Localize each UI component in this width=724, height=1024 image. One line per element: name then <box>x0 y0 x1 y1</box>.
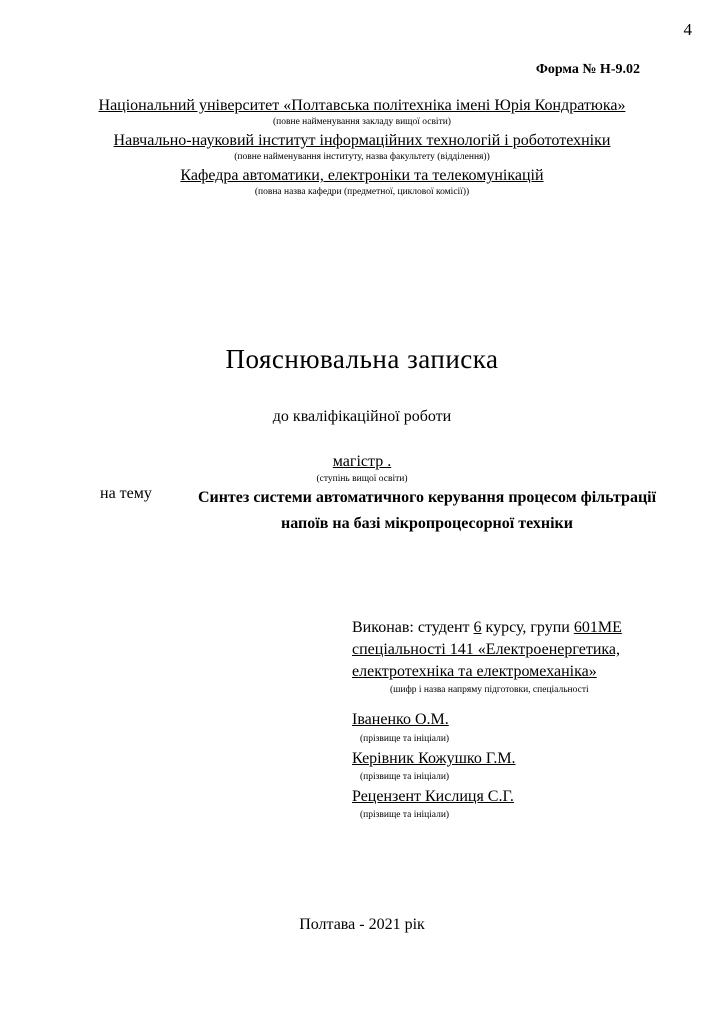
student-caption: (прізвище та ініціали) <box>360 733 450 744</box>
document-subtitle: до кваліфікаційної роботи <box>272 408 452 425</box>
performed-line <box>352 617 694 639</box>
degree-caption: (ступінь вищої освіти) <box>316 474 408 484</box>
department-caption: (повна назва кафедри (предметної, циклової комісії)) <box>254 187 470 198</box>
topic-line-2: напоїв на базі мікропроцесорної техніки <box>281 515 573 533</box>
university-name: Національний університет «Полтавська політехніка імені Юрія Кондратюка» <box>98 97 626 114</box>
page-number: 4 <box>683 20 692 39</box>
specialty-line-1: спеціальності 141 «Електроенергетика, <box>352 641 621 659</box>
header-block <box>50 97 674 202</box>
course-number: 6 <box>473 619 482 636</box>
specialty-line-2: електротехніка та електромеханіка» <box>352 663 597 681</box>
performed-middle: курсу, групи <box>481 619 574 636</box>
supervisor-caption: (прізвище та ініціали) <box>360 771 450 782</box>
supervisor-name: Керівник Кожушко Г.М. <box>352 749 516 767</box>
degree-level: магістр . <box>332 453 392 470</box>
author-block <box>352 617 694 824</box>
university-caption: (повне найменування закладу вищої освіти) <box>273 116 451 127</box>
department-name: Кафедра автоматики, електроніки та телекомунікацій <box>180 167 544 185</box>
topic-row <box>100 485 676 538</box>
topic-line-1: Синтез системи автоматичного керування процесом фільтрації <box>197 489 657 506</box>
institute-name: Навчально-науковий інститут інформаційних технологій і робототехніки <box>113 132 611 150</box>
specialty-caption: (шифр і назва напряму підготовки, спеціальності <box>390 685 589 696</box>
reviewer-name: Рецензент Кислиця С.Г. <box>352 788 514 806</box>
student-name: Іваненко О.М. <box>352 711 449 729</box>
reviewer-caption: (прізвище та ініціали) <box>360 810 450 821</box>
topic-label: на тему <box>100 485 152 502</box>
city-year-footer: Полтава - 2021 рік <box>299 916 425 933</box>
institute-caption: (повне найменування інституту, назва факультету (відділення)) <box>234 152 490 163</box>
document-title: Пояснювальна записка <box>225 344 499 374</box>
title-block <box>50 344 674 489</box>
form-label: Форма № Н-9.02 <box>535 62 640 77</box>
topic-text <box>178 485 676 538</box>
performed-prefix: Виконав: студент <box>352 619 474 636</box>
group-number: 601МЕ <box>573 619 622 636</box>
